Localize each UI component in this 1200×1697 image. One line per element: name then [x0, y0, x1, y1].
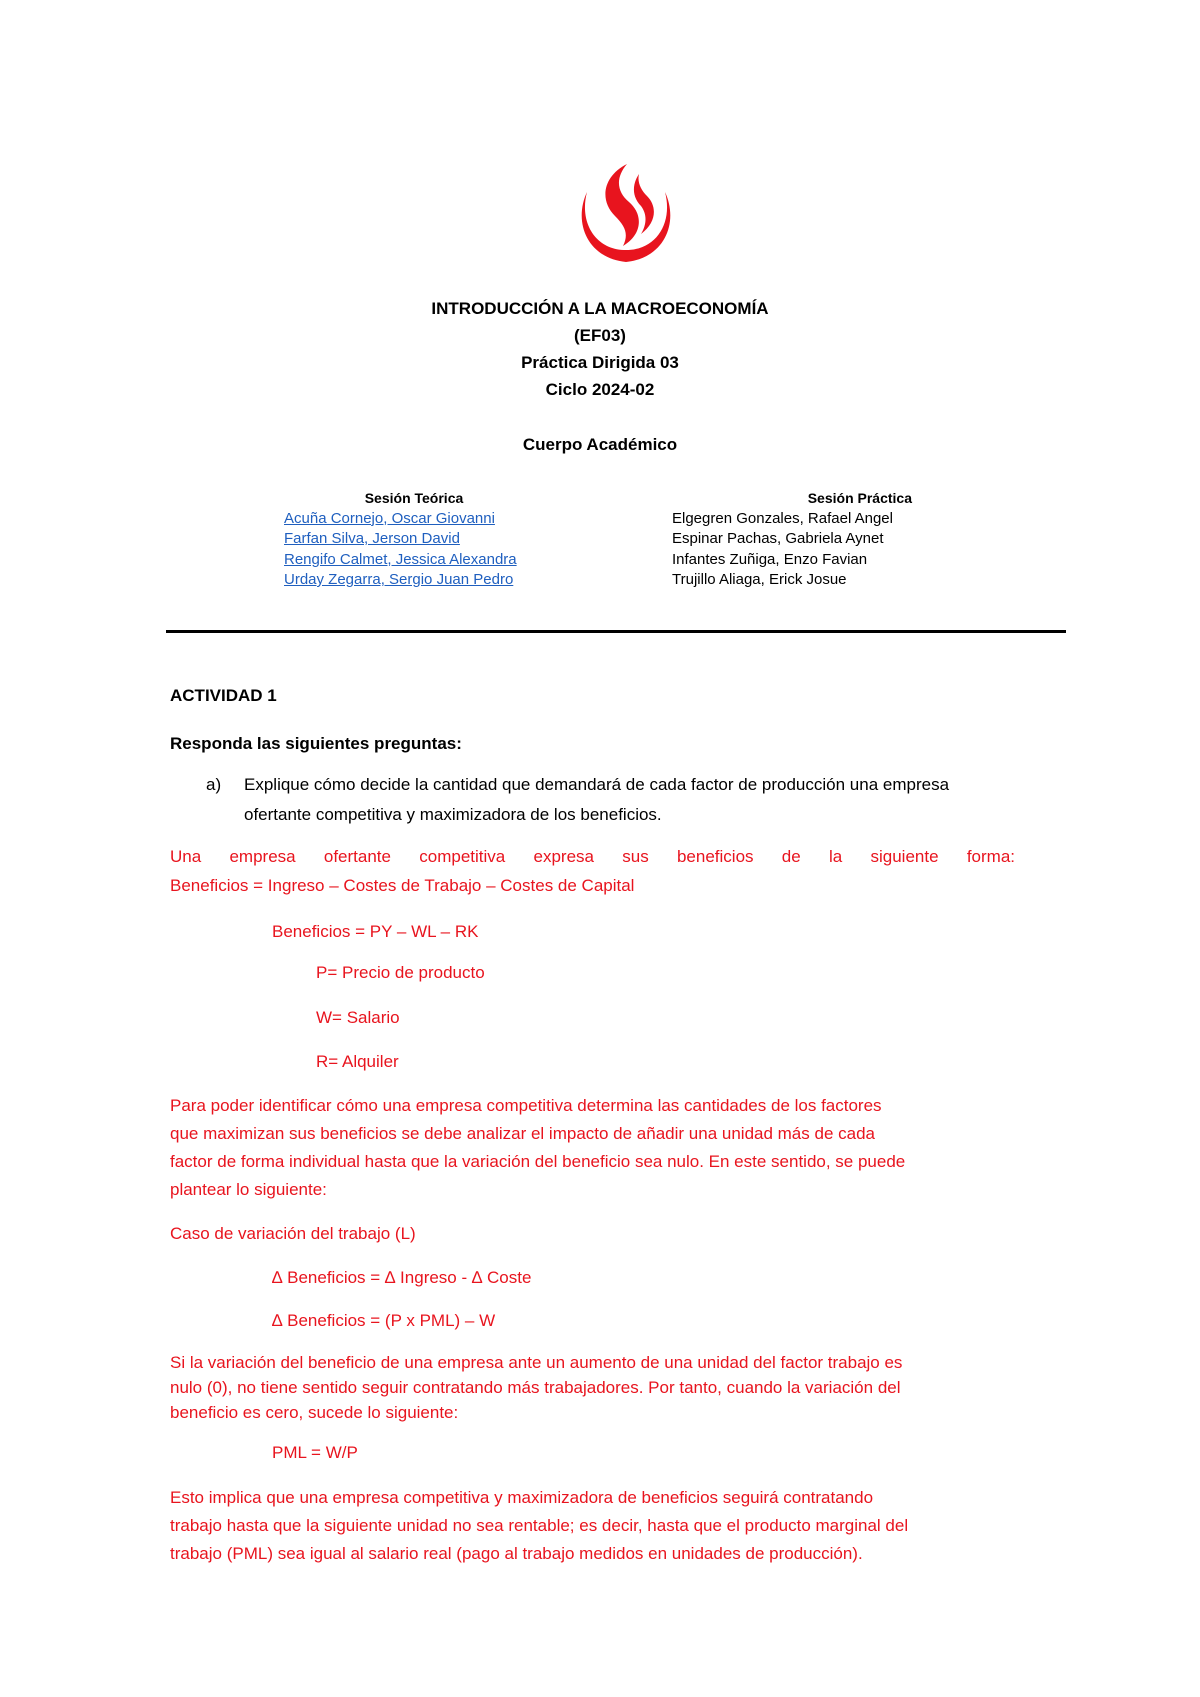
answer-paragraph: beneficio es cero, sucede lo siguiente: [170, 1403, 459, 1422]
theory-professor-link[interactable]: Acuña Cornejo, Oscar Giovanni [284, 509, 495, 527]
course-title: INTRODUCCIÓN A LA MACROECONOMÍA [431, 299, 769, 318]
question-text: Explique cómo decide la cantidad que demandará de cada factor de producción una empresa [244, 775, 950, 794]
theory-professor-link[interactable]: Farfan Silva, Jerson David [284, 530, 460, 547]
section-divider [166, 630, 1066, 633]
practice-heading: Sesión Práctica [807, 490, 912, 506]
answer-paragraph: Si la variación del beneficio de una empresa ante un aumento de una unidad del factor trabajo es [170, 1353, 903, 1372]
activity-instruction: Responda las siguientes preguntas: [170, 734, 462, 753]
benefits-equation: Beneficios = PY – WL – RK [272, 922, 479, 941]
practice-title: Práctica Dirigida 03 [521, 353, 679, 372]
variable-definition: R= Alquiler [316, 1052, 399, 1071]
answer-paragraph: trabajo hasta que la siguiente unidad no sea rentable; es decir, hasta que el producto marginal del [170, 1516, 909, 1535]
practice-professor: Infantes Zuñiga, Enzo Favian [672, 550, 868, 568]
course-code: (EF03) [574, 326, 626, 345]
answer-intro: Beneficios = Ingreso – Costes de Trabajo – Costes de Capital [170, 876, 635, 895]
variable-definition: P= Precio de producto [316, 963, 485, 982]
practice-professor: Elgegren Gonzales, Rafael Angel [672, 509, 893, 527]
answer-intro: Una empresa ofertante competitiva expresa sus beneficios de la siguiente forma: [170, 847, 1015, 866]
practice-column [672, 488, 912, 591]
answer-paragraph: Esto implica que una empresa competitiva y maximizadora de beneficios seguirá contratando [170, 1488, 874, 1507]
practice-professor: Espinar Pachas, Gabriela Aynet [672, 530, 884, 547]
variable-definition: W= Salario [316, 1008, 400, 1027]
practice-professor: Trujillo Aliaga, Erick Josue [672, 571, 847, 588]
pml-equation: PML = W/P [272, 1443, 358, 1462]
answer-paragraph: que maximizan sus beneficios se debe analizar el impacto de añadir una unidad más de cada [170, 1124, 875, 1143]
faculty-heading: Cuerpo Académico [522, 435, 678, 454]
delta-equation: ∆ Beneficios = ∆ Ingreso - ∆ Coste [272, 1268, 532, 1287]
university-flame-logo [573, 160, 679, 268]
delta-equation: ∆ Beneficios = (P x PML) – W [272, 1311, 496, 1330]
question-marker: a) [206, 775, 222, 794]
theory-professor-link[interactable]: Urday Zegarra, Sergio Juan Pedro [284, 571, 514, 588]
theory-column [284, 488, 544, 591]
case-label: Caso de variación del trabajo (L) [170, 1224, 416, 1243]
answer-paragraph: factor de forma individual hasta que la variación del beneficio sea nulo. En este sentido, se puede [170, 1152, 906, 1171]
answer-paragraph: plantear lo siguiente: [170, 1180, 327, 1199]
answer-paragraph: nulo (0), no tiene sentido seguir contratando más trabajadores. Por tanto, cuando la variación del [170, 1378, 901, 1397]
theory-professor-link[interactable]: Rengifo Calmet, Jessica Alexandra [284, 550, 517, 568]
answer-paragraph: trabajo (PML) sea igual al salario real (pago al trabajo medidos en unidades de producción). [170, 1544, 863, 1563]
cycle: Ciclo 2024-02 [545, 380, 655, 399]
activity-title: ACTIVIDAD 1 [170, 686, 277, 705]
answer-paragraph: Para poder identificar cómo una empresa competitiva determina las cantidades de los factores [170, 1096, 882, 1115]
question-text: ofertante competitiva y maximizadora de los beneficios. [244, 805, 662, 824]
theory-heading: Sesión Teórica [364, 490, 464, 506]
